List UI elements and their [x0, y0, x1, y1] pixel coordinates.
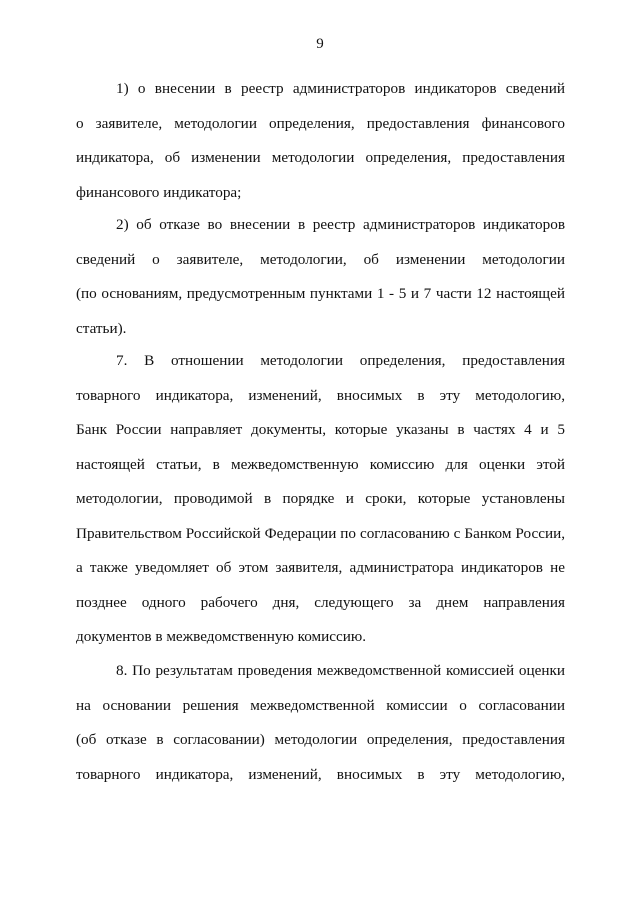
text-line: (по основаниям, предусмотренным пунктами 1 - 5 и 7 части 12 настоящей [76, 285, 565, 302]
page-number: 9 [316, 36, 324, 52]
text-line: индикатора, об изменении методологии определения, предоставления [76, 149, 565, 166]
text-line: товарного индикатора, изменений, вносимых в эту методологию, [76, 386, 565, 404]
paragraph-item-2 [76, 208, 565, 346]
text-line: (об отказе в согласовании) методологии определения, предоставления [76, 731, 565, 748]
text-line: о заявителе, методологии определения, предоставления финансового [76, 114, 565, 132]
text-line: настоящей статьи, в межведомственную комиссию для оценки этой [76, 455, 565, 473]
document-body [76, 208, 565, 346]
text-line: позднее одного рабочего дня, следующего за днем направления [76, 593, 565, 611]
paragraph-item-1 [76, 72, 565, 210]
paragraph-section-7 [76, 344, 565, 655]
document-body [76, 72, 565, 210]
text-line: 1) о внесении в реестр администраторов индикаторов сведений [116, 80, 565, 97]
text-line: 8. По результатам проведения межведомственной комиссией оценки [116, 662, 565, 679]
text-line: 7. В отношении методологии определения, предоставления [116, 352, 565, 369]
text-line: Банк России направляет документы, которые указаны в частях 4 и 5 [76, 421, 565, 438]
text-line: товарного индикатора, изменений, вносимых в эту методологию, [76, 765, 565, 783]
document-body [76, 654, 565, 792]
text-line: сведений о заявителе, методологии, об изменении методологии [76, 250, 565, 268]
text-line: статьи). [76, 319, 127, 337]
text-line: 2) об отказе во внесении в реестр администраторов индикаторов [116, 216, 565, 233]
text-line: на основании решения межведомственной комиссии о согласовании [76, 696, 565, 714]
paragraph-section-8 [76, 654, 565, 792]
text-line: документов в межведомственную комиссию. [76, 628, 367, 645]
document-body [76, 344, 565, 655]
text-line: Правительством Российской Федерации по согласованию с Банком России, [76, 524, 565, 542]
text-line: финансового индикатора; [76, 183, 242, 201]
text-line: методологии, проводимой в порядке и сроки, которые установлены [76, 490, 565, 507]
text-line: а также уведомляет об этом заявителя, администратора индикаторов не [76, 559, 565, 576]
